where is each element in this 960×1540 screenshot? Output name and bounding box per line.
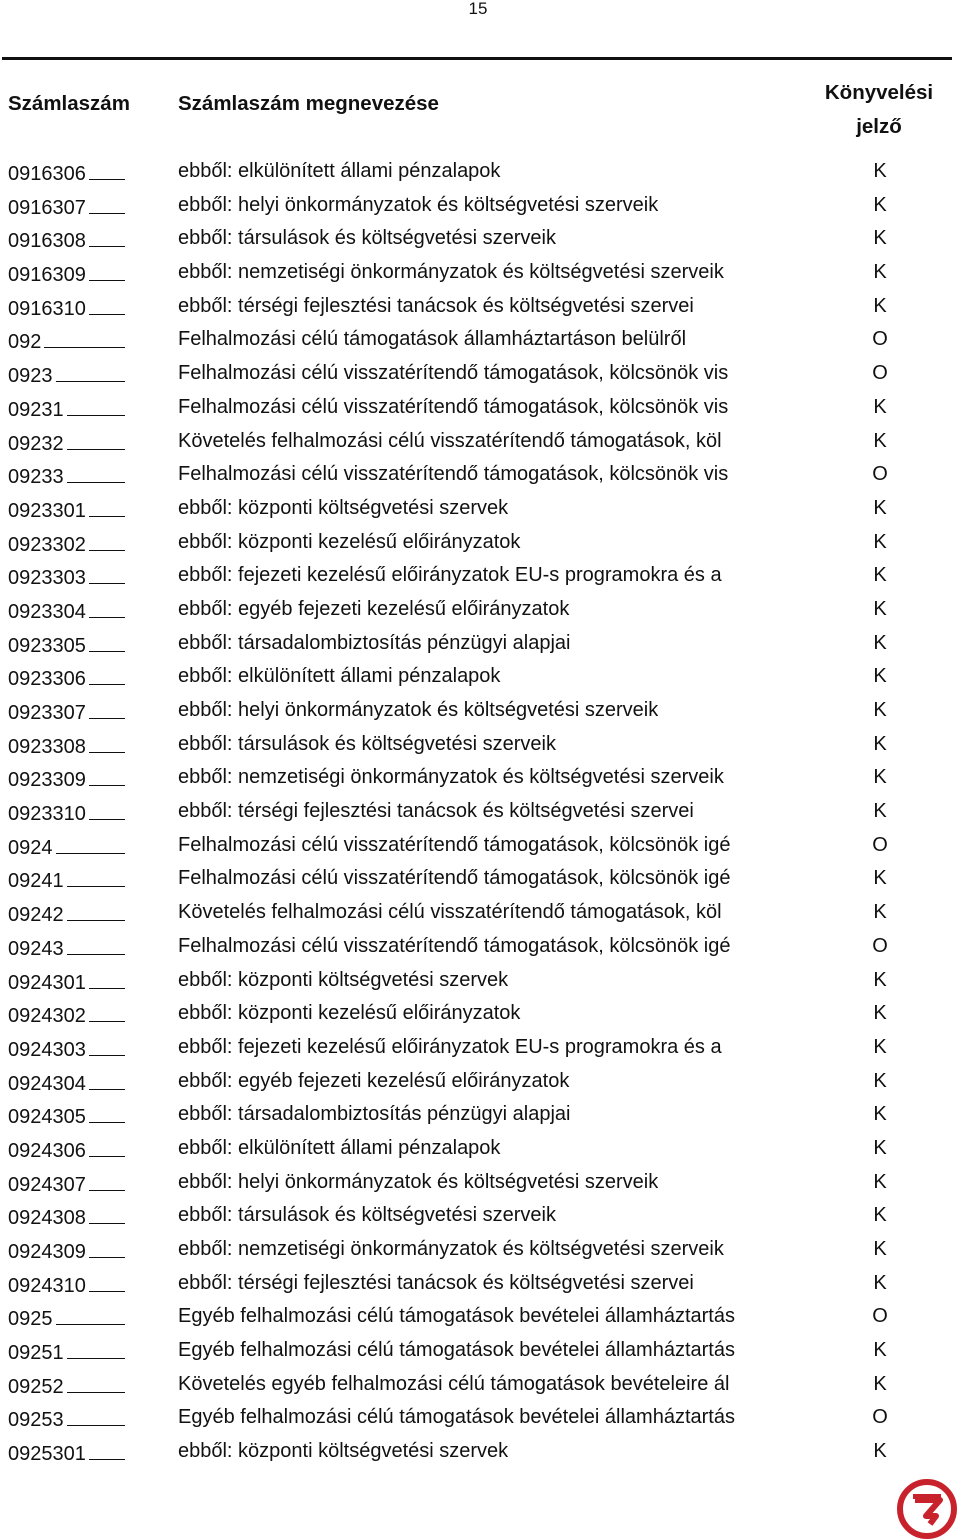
code-fill-underline: [89, 1238, 125, 1258]
code-fill-underline: [89, 497, 125, 517]
account-code-text: 09231: [8, 398, 64, 421]
account-code-text: 092: [8, 331, 42, 354]
table-row: [0, 728, 960, 762]
table-row: [0, 1065, 960, 1099]
account-name: Felhalmozási célú visszatérítendő támogatások, kölcsönök igé: [178, 833, 731, 856]
account-code: [8, 1373, 125, 1399]
account-code-text: 0925: [8, 1308, 53, 1331]
account-code-text: 0916308: [8, 230, 86, 253]
account-code: [8, 800, 125, 826]
code-fill-underline: [89, 531, 125, 551]
code-fill-underline: [67, 1339, 126, 1359]
table-row: [0, 290, 960, 324]
account-name: ebből: térségi fejlesztési tanácsok és költségvetési szervei: [178, 294, 694, 317]
account-code-text: 0924: [8, 836, 53, 859]
account-name: Felhalmozási célú visszatérítendő támogatások, kölcsönök igé: [178, 934, 731, 957]
code-fill-underline: [89, 733, 125, 753]
account-code-text: 0924306: [8, 1139, 86, 1162]
account-code-text: 0924301: [8, 971, 86, 994]
account-code-text: 09232: [8, 432, 64, 455]
account-code: [8, 1339, 125, 1365]
account-code-text: 0923301: [8, 499, 86, 522]
posting-flag: K: [873, 1339, 887, 1362]
table-row: [0, 1233, 960, 1267]
code-fill-underline: [67, 396, 126, 416]
account-name: Követelés egyéb felhalmozási célú támogatások bevételeire ál: [178, 1372, 730, 1395]
table-header: [0, 72, 960, 142]
column-header-name: Számlaszám megnevezése: [178, 92, 439, 115]
account-code-text: 0923303: [8, 567, 86, 590]
table-row: [0, 896, 960, 930]
account-table-body: [0, 155, 960, 1469]
account-code-text: 0923305: [8, 634, 86, 657]
account-code-text: 0924310: [8, 1274, 86, 1297]
account-code-text: 0923306: [8, 668, 86, 691]
account-code: [8, 733, 125, 759]
posting-flag: K: [873, 800, 887, 823]
code-fill-underline: [67, 1406, 126, 1426]
account-code-text: 0923310: [8, 803, 86, 826]
account-code-text: 0924305: [8, 1106, 86, 1129]
account-code: [8, 328, 125, 354]
account-code-text: 09251: [8, 1342, 64, 1365]
account-code: [8, 632, 125, 658]
code-fill-underline: [89, 766, 125, 786]
table-row: [0, 1435, 960, 1469]
code-fill-underline: [89, 665, 125, 685]
account-code: [8, 531, 125, 557]
account-name: ebből: társadalombiztosítás pénzügyi alapjai: [178, 631, 571, 654]
account-code-text: 0923302: [8, 533, 86, 556]
account-code: [8, 430, 125, 456]
account-code: [8, 1204, 125, 1230]
code-fill-underline: [44, 328, 125, 348]
account-code: [8, 901, 125, 927]
code-fill-underline: [89, 564, 125, 584]
posting-flag: K: [873, 1069, 887, 1092]
table-row: [0, 1300, 960, 1334]
posting-flag: K: [873, 564, 887, 587]
account-code-text: 09252: [8, 1375, 64, 1398]
account-name: Egyéb felhalmozási célú támogatások bevételei államháztartás: [178, 1339, 735, 1362]
column-header-flag: [808, 76, 950, 144]
account-code: [8, 867, 125, 893]
posting-flag: O: [872, 934, 888, 957]
account-code-text: 0924309: [8, 1241, 86, 1263]
account-code: [8, 1272, 125, 1298]
table-row: [0, 1132, 960, 1166]
account-code: [8, 261, 125, 287]
account-name: ebből: fejezeti kezelésű előirányzatok EU-s programokra és a: [178, 564, 722, 587]
logo-inner-mark: [915, 1500, 940, 1524]
table-row: [0, 694, 960, 728]
posting-flag: K: [873, 1136, 887, 1159]
account-name: ebből: társulások és költségvetési szerveik: [178, 732, 556, 755]
account-name: ebből: központi kezelésű előirányzatok: [178, 530, 521, 553]
table-row: [0, 1267, 960, 1301]
column-header-flag-line1: Könyvelési: [824, 81, 934, 104]
account-code-text: 09242: [8, 904, 64, 927]
posting-flag: O: [872, 1305, 888, 1328]
account-code: [8, 194, 125, 220]
account-name: ebből: nemzetiségi önkormányzatok és költségvetési szerveik: [178, 261, 724, 284]
account-code-text: 0924307: [8, 1173, 86, 1196]
account-code-text: 0923309: [8, 769, 86, 792]
account-code: [8, 1171, 125, 1197]
account-name: ebből: központi kezelésű előirányzatok: [178, 1002, 521, 1025]
account-name: ebből: helyi önkormányzatok és költségvetési szerveik: [178, 1170, 659, 1193]
account-code: [8, 969, 125, 995]
logo-emblem-icon: [896, 1478, 958, 1540]
posting-flag: K: [873, 901, 887, 924]
table-row: [0, 391, 960, 425]
account-name: ebből: nemzetiségi önkormányzatok és költségvetési szerveik: [178, 766, 724, 789]
account-name: ebből: elkülönített állami pénzalapok: [178, 1136, 501, 1159]
posting-flag: K: [873, 1204, 887, 1227]
table-row: [0, 761, 960, 795]
posting-flag: K: [873, 968, 887, 991]
posting-flag: K: [873, 227, 887, 250]
posting-flag: K: [873, 1440, 887, 1463]
posting-flag: K: [873, 631, 887, 654]
posting-flag: K: [873, 732, 887, 755]
posting-flag: K: [873, 699, 887, 721]
account-code: [8, 396, 125, 422]
account-code: [8, 1305, 125, 1331]
code-fill-underline: [67, 430, 126, 450]
table-row: [0, 222, 960, 256]
table-row: [0, 425, 960, 459]
table-row: [0, 964, 960, 998]
code-fill-underline: [67, 867, 126, 887]
code-fill-underline: [56, 362, 126, 382]
account-code: [8, 834, 125, 860]
account-name: Egyéb felhalmozási célú támogatások bevételei államháztartás: [178, 1406, 735, 1429]
account-code: [8, 1238, 125, 1264]
code-fill-underline: [67, 935, 126, 955]
account-name: ebből: társulások és költségvetési szerveik: [178, 227, 556, 250]
column-header-code: Számlaszám: [8, 92, 130, 115]
account-name: Felhalmozási célú visszatérítendő támogatások, kölcsönök vis: [178, 395, 729, 418]
code-fill-underline: [67, 1373, 126, 1393]
account-code: [8, 1002, 125, 1028]
posting-flag: K: [873, 1035, 887, 1058]
account-code: [8, 935, 125, 961]
code-fill-underline: [89, 598, 125, 618]
account-code-text: 09253: [8, 1409, 64, 1432]
account-code-text: 0923304: [8, 600, 86, 623]
code-fill-underline: [89, 1171, 125, 1191]
table-row: [0, 862, 960, 896]
table-row: [0, 559, 960, 593]
account-name: Felhalmozási célú visszatérítendő támogatások, kölcsönök vis: [178, 463, 729, 486]
table-row: [0, 458, 960, 492]
table-row: [0, 930, 960, 964]
account-code-text: 0923308: [8, 735, 86, 758]
table-row: [0, 492, 960, 526]
account-name: ebből: központi költségvetési szervek: [178, 968, 509, 991]
posting-flag: K: [873, 766, 887, 789]
account-code-text: 0923307: [8, 702, 86, 724]
posting-flag: K: [873, 294, 887, 317]
code-fill-underline: [89, 194, 125, 214]
code-fill-underline: [89, 699, 125, 719]
account-name: ebből: egyéb fejezeti kezelésű előirányzatok: [178, 1069, 570, 1092]
table-row: [0, 526, 960, 560]
posting-flag: K: [873, 1238, 887, 1260]
code-fill-underline: [89, 632, 125, 652]
posting-flag: K: [873, 395, 887, 418]
account-name: ebből: elkülönített állami pénzalapok: [178, 665, 501, 688]
account-code: [8, 598, 125, 624]
account-code: [8, 1440, 125, 1466]
table-row: [0, 189, 960, 223]
code-fill-underline: [56, 834, 126, 854]
code-fill-underline: [89, 160, 125, 180]
code-fill-underline: [89, 969, 125, 989]
code-fill-underline: [89, 227, 125, 247]
posting-flag: K: [873, 867, 887, 890]
posting-flag: K: [873, 530, 887, 553]
table-row: [0, 593, 960, 627]
account-name: ebből: nemzetiségi önkormányzatok és költségvetési szerveik: [178, 1238, 724, 1260]
code-fill-underline: [89, 1070, 125, 1090]
account-code: [8, 227, 125, 253]
account-name: ebből: központi költségvetési szervek: [178, 496, 509, 519]
code-fill-underline: [89, 1440, 125, 1460]
account-code: [8, 766, 125, 792]
account-code-text: 0916309: [8, 264, 86, 287]
posting-flag: K: [873, 160, 887, 182]
posting-flag: K: [873, 261, 887, 284]
account-code-text: 0924303: [8, 1038, 86, 1061]
table-row: [0, 1199, 960, 1233]
table-row: [0, 795, 960, 829]
account-code: [8, 564, 125, 590]
account-code: [8, 699, 125, 725]
account-name: ebből: fejezeti kezelésű előirányzatok EU-s programokra és a: [178, 1035, 722, 1058]
account-name: ebből: egyéb fejezeti kezelésű előirányzatok: [178, 597, 570, 620]
account-code-text: 0916307: [8, 196, 86, 219]
logo-ring: [900, 1482, 954, 1536]
posting-flag: K: [873, 597, 887, 620]
header-divider: [2, 57, 952, 60]
table-row: [0, 1031, 960, 1065]
code-fill-underline: [89, 1103, 125, 1123]
account-code-text: 09243: [8, 937, 64, 960]
account-code-text: 0924304: [8, 1072, 86, 1095]
posting-flag: K: [873, 1271, 887, 1294]
logo-bar: [913, 1494, 941, 1499]
code-fill-underline: [89, 295, 125, 315]
account-code: [8, 160, 125, 186]
account-name: ebből: térségi fejlesztési tanácsok és költségvetési szervei: [178, 1271, 694, 1294]
account-code-text: 0924308: [8, 1207, 86, 1230]
code-fill-underline: [89, 1272, 125, 1292]
posting-flag: K: [873, 193, 887, 216]
code-fill-underline: [67, 901, 126, 921]
code-fill-underline: [56, 1305, 126, 1325]
table-row: [0, 323, 960, 357]
account-code: [8, 295, 125, 321]
account-code: [8, 362, 125, 388]
account-name: Felhalmozási célú visszatérítendő támogatások, kölcsönök igé: [178, 867, 731, 890]
code-fill-underline: [89, 1204, 125, 1224]
table-row: [0, 1166, 960, 1200]
account-code-text: 0916306: [8, 163, 86, 185]
account-code-text: 0925301: [8, 1443, 86, 1466]
account-code-text: 0916310: [8, 297, 86, 320]
table-row: [0, 1368, 960, 1402]
account-name: Felhalmozási célú támogatások államháztartáson belülről: [178, 328, 687, 351]
account-name: Egyéb felhalmozási célú támogatások bevételei államháztartás: [178, 1305, 735, 1328]
code-fill-underline: [89, 1002, 125, 1022]
posting-flag: K: [873, 429, 887, 452]
account-name: ebből: társulások és költségvetési szerveik: [178, 1204, 556, 1227]
posting-flag: O: [872, 463, 888, 486]
table-row: [0, 256, 960, 290]
table-row: [0, 997, 960, 1031]
account-code: [8, 1070, 125, 1096]
posting-flag: O: [872, 328, 888, 351]
posting-flag: K: [873, 665, 887, 688]
account-code: [8, 1036, 125, 1062]
table-row: [0, 1401, 960, 1435]
account-code-text: 09241: [8, 870, 64, 893]
posting-flag: K: [873, 1170, 887, 1193]
posting-flag: O: [872, 362, 888, 385]
code-fill-underline: [89, 1137, 125, 1157]
account-code: [8, 497, 125, 523]
posting-flag: K: [873, 1002, 887, 1025]
account-code-text: 0924302: [8, 1005, 86, 1028]
table-row: [0, 357, 960, 391]
table-row: [0, 1334, 960, 1368]
table-row: [0, 829, 960, 863]
account-name: Felhalmozási célú visszatérítendő támogatások, kölcsönök vis: [178, 362, 729, 385]
table-row: [0, 627, 960, 661]
account-code: [8, 1137, 125, 1163]
account-code: [8, 463, 125, 489]
code-fill-underline: [89, 261, 125, 281]
account-name: ebből: elkülönített állami pénzalapok: [178, 160, 501, 182]
posting-flag: K: [873, 1372, 887, 1395]
account-code: [8, 1103, 125, 1129]
column-header-flag-line2: jelző: [856, 115, 902, 138]
account-code: [8, 665, 125, 691]
account-name: ebből: helyi önkormányzatok és költségvetési szerveik: [178, 699, 659, 721]
page-number: 15: [468, 0, 488, 18]
code-fill-underline: [67, 463, 126, 483]
code-fill-underline: [89, 800, 125, 820]
posting-flag: K: [873, 1103, 887, 1126]
posting-flag: K: [873, 496, 887, 519]
account-code: [8, 1406, 125, 1432]
account-code-text: 0923: [8, 365, 53, 388]
account-code-text: 09233: [8, 466, 64, 489]
posting-flag: O: [872, 833, 888, 856]
posting-flag: O: [872, 1406, 888, 1429]
account-name: Követelés felhalmozási célú visszatérítendő támogatások, köl: [178, 429, 722, 452]
account-name: ebből: társadalombiztosítás pénzügyi alapjai: [178, 1103, 571, 1126]
table-row: [0, 155, 960, 189]
account-name: Követelés felhalmozási célú visszatérítendő támogatások, köl: [178, 901, 722, 924]
table-row: [0, 660, 960, 694]
account-name: ebből: központi költségvetési szervek: [178, 1440, 509, 1463]
table-row: [0, 1098, 960, 1132]
account-name: ebből: térségi fejlesztési tanácsok és költségvetési szervei: [178, 800, 694, 823]
account-name: ebből: helyi önkormányzatok és költségvetési szerveik: [178, 193, 659, 216]
code-fill-underline: [89, 1036, 125, 1056]
